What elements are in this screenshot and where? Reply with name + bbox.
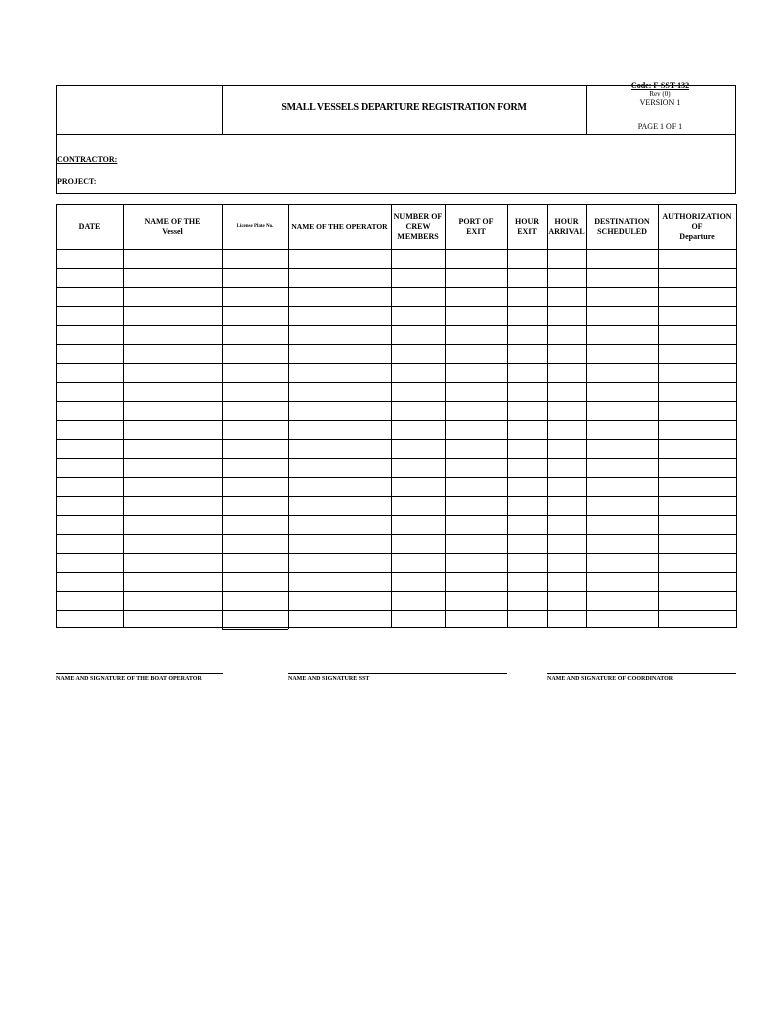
table-row bbox=[56, 591, 736, 592]
table-row bbox=[56, 458, 736, 459]
form-version: VERSION 1 bbox=[639, 98, 681, 107]
column-header-line1: DATE bbox=[78, 222, 101, 231]
header-divider-right bbox=[586, 85, 587, 135]
form-code: Code: F-SST-132 bbox=[630, 81, 690, 90]
column-header bbox=[56, 205, 123, 249]
column-header-line1: PORT OF bbox=[458, 217, 494, 226]
table-row bbox=[56, 496, 736, 497]
table-row bbox=[56, 382, 736, 383]
form-title: SMALL VESSELS DEPARTURE REGISTRATION FORM bbox=[281, 102, 527, 113]
table-row bbox=[56, 553, 736, 554]
column-header-line2: Departure bbox=[679, 232, 715, 241]
column-header-line1: NUMBER OF bbox=[393, 212, 443, 221]
table-row bbox=[56, 515, 736, 516]
info-box bbox=[56, 135, 736, 194]
column-header bbox=[507, 205, 547, 249]
table-row bbox=[56, 287, 736, 288]
table-row bbox=[56, 306, 736, 307]
column-header bbox=[288, 205, 391, 249]
table-row bbox=[56, 344, 736, 345]
column-header-line1: NAME OF THE bbox=[144, 217, 201, 226]
table-row bbox=[56, 534, 736, 535]
table-row bbox=[56, 363, 736, 364]
column-header bbox=[391, 205, 445, 249]
column-header-line1: License Plate No. bbox=[236, 224, 274, 229]
project-label: PROJECT: bbox=[57, 177, 97, 186]
license-column-underline bbox=[222, 629, 288, 630]
signature-boat-operator: NAME AND SIGNATURE OF THE BOAT OPERATOR bbox=[56, 673, 223, 682]
table-row bbox=[56, 401, 736, 402]
signature-sst: NAME AND SIGNATURE SST bbox=[288, 673, 507, 682]
table-row bbox=[56, 249, 736, 250]
table-row bbox=[56, 420, 736, 421]
contractor-label: CONTRACTOR: bbox=[57, 155, 118, 164]
column-header-line1: NAME OF THE OPERATOR bbox=[291, 222, 388, 231]
column-header-line1: AUTHORIZATION OF bbox=[662, 212, 732, 231]
table-row bbox=[56, 268, 736, 269]
column-header bbox=[547, 205, 586, 249]
column-header bbox=[445, 205, 507, 249]
table-row bbox=[56, 610, 736, 611]
table-row bbox=[56, 572, 736, 573]
table-row bbox=[56, 477, 736, 478]
form-revision: Rev (0) bbox=[649, 90, 671, 98]
column-header-line1: HOUR bbox=[515, 217, 539, 226]
column-header-line2: SCHEDULED bbox=[597, 227, 647, 236]
column-header bbox=[123, 205, 222, 249]
column-header-line2: EXIT bbox=[466, 227, 486, 236]
column-header-line1: HOUR bbox=[554, 217, 579, 226]
column-header-line2: Vessel bbox=[162, 227, 183, 236]
table-row bbox=[56, 325, 736, 326]
page-number: PAGE 1 OF 1 bbox=[637, 122, 683, 131]
column-header-line2: CREW MEMBERS bbox=[397, 222, 439, 241]
column-header-line2: EXIT bbox=[517, 227, 537, 236]
column-header bbox=[222, 205, 288, 249]
table-row bbox=[56, 439, 736, 440]
column-header-line2: ARRIVAL bbox=[548, 227, 585, 236]
signature-coordinator: NAME AND SIGNATURE OF COORDINATOR bbox=[547, 673, 736, 682]
column-header-line1: DESTINATION bbox=[594, 217, 650, 226]
column-header bbox=[586, 205, 658, 249]
column-header bbox=[658, 205, 736, 249]
